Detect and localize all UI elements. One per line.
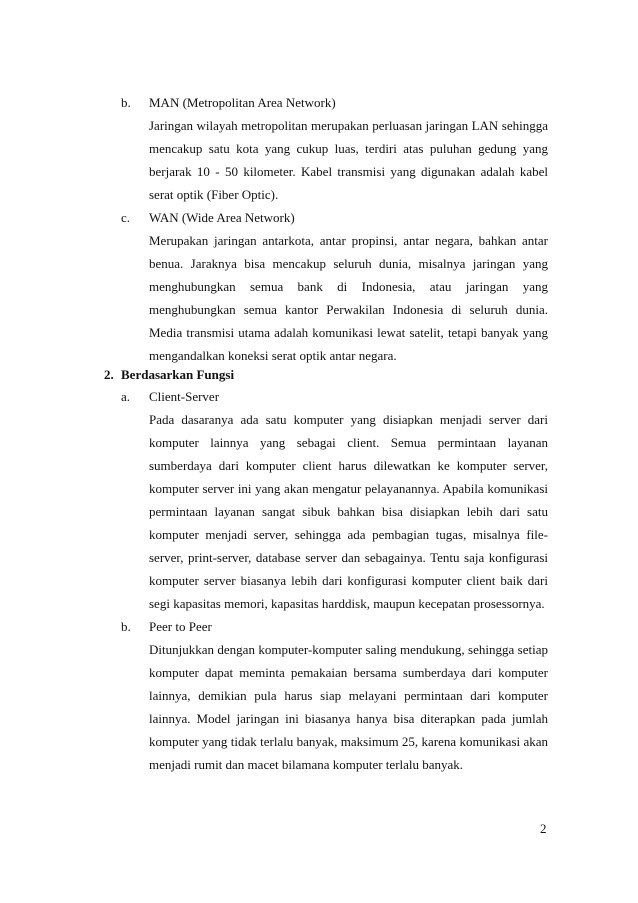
client-server-title: Client-Server <box>149 389 220 404</box>
client-server-line-8: komputer server biasanya lebih dari konfigurasi komputer client baik dari <box>149 573 548 588</box>
item-marker-b: b. <box>121 95 131 110</box>
man-line-3: berjarak 10 - 50 kilometer. Kabel transmisi yang digunakan adalah kabel <box>149 164 548 179</box>
p2p-line-4: lainnya. Model jaringan ini biasanya hanya bisa diterapkan pada jumlah <box>149 711 548 726</box>
man-line-1: Jaringan wilayah metropolitan merupakan perluasan jaringan LAN sehingga <box>149 118 548 133</box>
client-server-line-1: Pada dasaranya ada satu komputer yang disiapkan menjadi server dari <box>149 412 548 427</box>
wan-title: WAN (Wide Area Network) <box>149 210 295 225</box>
p2p-line-2: komputer dapat meminta pemakaian bersama sumberdaya dari komputer <box>149 665 548 680</box>
page-number: 2 <box>540 821 547 836</box>
client-server-line-2: komputer lainnya yang sebagai client. Semua permintaan layanan <box>149 435 548 450</box>
client-server-line-9: segi kapasitas memori, kapasitas harddisk, maupun kecepatan prosessornya. <box>149 596 545 611</box>
section-number-2: 2. <box>104 367 114 382</box>
client-server-line-4: komputer server ini yang akan mengatur pelayanannya. Apabila komunikasi <box>149 481 548 496</box>
p2p-line-1: Ditunjukkan dengan komputer-komputer saling mendukung, sehingga setiap <box>149 642 548 657</box>
wan-line-3: menghubungkan semua bank di Indonesia, atau jaringan yang <box>149 279 548 294</box>
man-title: MAN (Metropolitan Area Network) <box>149 95 336 110</box>
man-line-4: serat optik (Fiber Optic). <box>149 187 279 202</box>
item-marker-c: c. <box>121 210 131 225</box>
p2p-line-5: komputer yang tidak terlalu banyak, maksimum 25, karena komunikasi akan <box>149 734 548 749</box>
client-server-line-7: server, print-server, database server dan sebagainya. Tentu saja konfigurasi <box>149 550 548 565</box>
item-marker-a: a. <box>121 389 131 404</box>
p2p-line-6: menjadi rumit dan macet bilamana komputer terlalu banyak. <box>149 757 464 772</box>
p2p-line-3: lainnya, demikian pula harus siap melayani permintaan dari komputer <box>149 688 548 703</box>
item-marker-b2: b. <box>121 619 131 634</box>
client-server-line-6: komputer menjadi server, sehingga ada pembagian tugas, misalnya file- <box>149 527 548 542</box>
client-server-line-5: permintaan layanan sangat sibuk bahkan bisa disiapkan lebih dari satu <box>149 504 548 519</box>
client-server-line-3: sumberdaya dari komputer client harus dilewatkan ke komputer server, <box>149 458 548 473</box>
section-heading: Berdasarkan Fungsi <box>121 367 235 382</box>
wan-line-4: menghubungkan semua kantor Perwakilan Indonesia di seluruh dunia. <box>149 302 548 317</box>
wan-line-5: Media transmisi utama adalah komunikasi lewat satelit, tetapi banyak yang <box>149 325 548 340</box>
man-line-2: mencakup satu kota yang cukup luas, terdiri atas puluhan gedung yang <box>149 141 548 156</box>
wan-line-2: benua. Jaraknya bisa mencakup seluruh dunia, misalnya jaringan yang <box>149 256 548 271</box>
wan-line-6: mengandalkan koneksi serat optik antar negara. <box>149 348 397 363</box>
wan-line-1: Merupakan jaringan antarkota, antar propinsi, antar negara, bahkan antar <box>149 233 548 248</box>
p2p-title: Peer to Peer <box>149 619 212 634</box>
